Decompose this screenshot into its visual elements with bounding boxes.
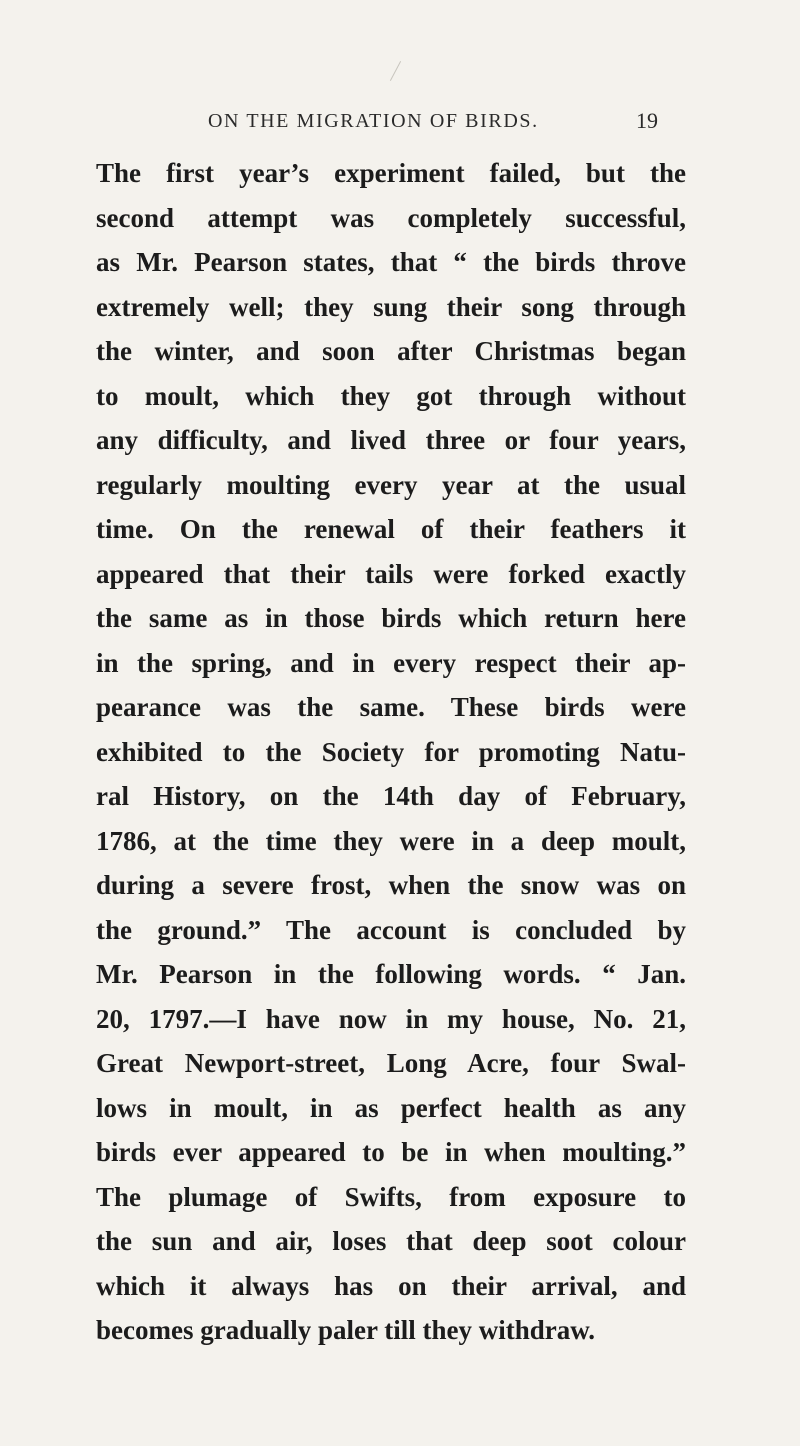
text-line: The plumage of Swifts, from exposure to xyxy=(96,1181,686,1212)
text-line: The first year’s experiment failed, but the xyxy=(96,158,686,188)
page-number: 19 xyxy=(636,108,658,133)
text-line: the sun and air, loses that deep soot colour xyxy=(96,1226,686,1256)
text-line: extremely well; they sung their song through xyxy=(96,291,686,322)
text-line: 1786, at the time they were in a deep moult, xyxy=(96,825,686,856)
text-line: appeared that their tails were forked exactly xyxy=(96,558,686,589)
text-line: exhibited to the Society for promoting Natu- xyxy=(96,736,686,767)
text-line: becomes gradually paler till they withdraw. xyxy=(96,1315,595,1345)
text-line: to moult, which they got through without xyxy=(96,380,686,411)
text-line: the winter, and soon after Christmas began xyxy=(96,336,686,366)
text-line: time. On the renewal of their feathers it xyxy=(96,514,686,544)
text-line: which it always has on their arrival, and xyxy=(96,1270,686,1301)
text-line: lows in moult, in as perfect health as any xyxy=(96,1092,686,1123)
text-line: second attempt was completely successful, xyxy=(96,202,686,233)
text-line: ral History, on the 14th day of February, xyxy=(96,781,686,811)
text-line: during a severe frost, when the snow was on xyxy=(96,870,686,900)
text-line: as Mr. Pearson states, that “ the birds throve xyxy=(96,247,686,277)
text-line: regularly moulting every year at the usual xyxy=(96,469,686,500)
text-line: the ground.” The account is concluded by xyxy=(96,914,686,945)
running-head: ON THE MIGRATION OF BIRDS. xyxy=(208,110,539,132)
body-text xyxy=(96,151,686,1353)
text-line: Great Newport-street, Long Acre, four Swal- xyxy=(96,1048,686,1078)
text-line: any difficulty, and lived three or four years, xyxy=(96,425,686,455)
text-line: 20, 1797.—I have now in my house, No. 21, xyxy=(96,1003,686,1034)
stray-mark xyxy=(390,61,401,81)
text-line: the same as in those birds which return here xyxy=(96,603,686,633)
text-line: in the spring, and in every respect their ap- xyxy=(96,647,686,678)
text-line: pearance was the same. These birds were xyxy=(96,692,686,722)
text-line: birds ever appeared to be in when moulting.” xyxy=(96,1137,686,1167)
text-line: Mr. Pearson in the following words. “ Jan. xyxy=(96,959,686,989)
